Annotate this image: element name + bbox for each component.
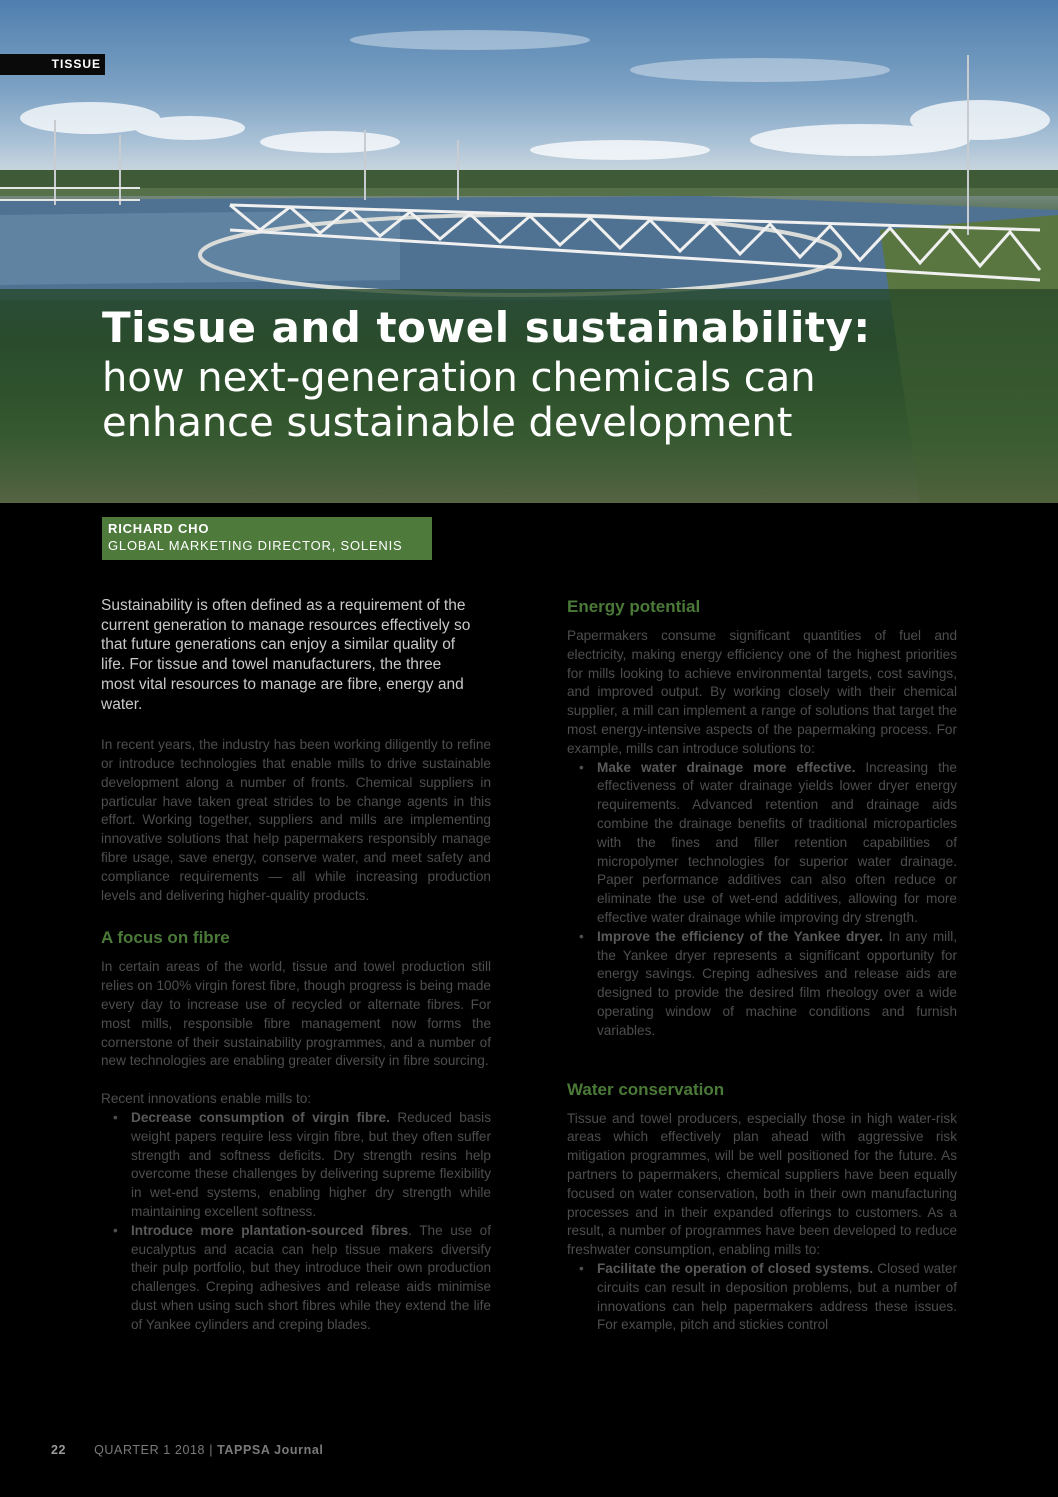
bullet-text: . The use of eucalyptus and acacia can help tissue makers diversify their pulp portfolio, but they introduce their own production challenges. Creping adhesives and release aids minimise dust when using such short fibres while they extend the life of Yankee cylinders and creping blades. bbox=[131, 1222, 492, 1332]
bullet-text: Closed water circuits can result in deposition problems, but a number of innovations can help papermakers address these issues. For example, pitch and stickies control bbox=[597, 1260, 958, 1333]
body-paragraph-recent-years: In recent years, the industry has been working diligently to refine or introduce technologies that enable mills to drive sustainable development along a number of fronts. Chemical suppliers in particular have taken great strides to be change agents in this effort. Working together, suppliers and mills are implementing innovative solutions that help papermakers responsibly manage fibre usage, save energy, conserve water, and meet safety and compliance requirements — all while increasing production levels and delivering higher-quality products. bbox=[101, 737, 491, 903]
bullet-text: Increasing the effectiveness of water drainage yields lower dryer energy requirements. Advanced retention and drainage aids combine the drainage benefits of traditional microparticles with the fines and filler retention capabilities of micropolymer technologies for superior water drainage. Paper performance additives can also often reduce or eliminate the use of wet-end additives, allowing for more effective water drainage while improving dry strength. bbox=[597, 759, 957, 925]
body-paragraph-energy: Papermakers consume significant quantities of fuel and electricity, making energy efficiency one of the highest priorities for mills looking to achieve environmental targets, cost savings, and improved output. By working closely with their chemical supplier, a mill can implement a range of solutions that target the most energy-intensive aspects of the papermaking process. For example, mills can introduce solutions to: bbox=[567, 628, 957, 756]
journal-name: TAPPSA Journal bbox=[217, 1443, 324, 1457]
bullet-icon: • bbox=[113, 1222, 118, 1238]
water-bullet-list bbox=[567, 1260, 957, 1335]
left-column bbox=[101, 596, 491, 1335]
list-item bbox=[567, 1260, 957, 1335]
section-tag: TISSUE bbox=[0, 54, 105, 75]
page-footer bbox=[51, 1443, 323, 1459]
author-role: GLOBAL MARKETING DIRECTOR, SOLENIS bbox=[108, 538, 403, 553]
author-box bbox=[102, 517, 432, 560]
energy-bullet-list bbox=[567, 759, 957, 1041]
list-item bbox=[567, 928, 957, 1041]
bullet-lead: Make water drainage more effective. bbox=[597, 759, 856, 775]
article-title: Tissue and towel sustainability: bbox=[102, 303, 871, 352]
bullet-lead: Decrease consumption of virgin fibre. bbox=[131, 1109, 390, 1125]
bullet-lead: Introduce more plantation-sourced fibres bbox=[131, 1222, 409, 1238]
article-subtitle: how next-generation chemicals can enhance sustainable development bbox=[102, 355, 816, 446]
body-paragraph-water: Tissue and towel producers, especially those in high water-risk areas which effectively plan ahead with aggressive risk mitigation programmes, will be well positioned for the future. As partners to papermakers, chemical suppliers have been equally focused on water conservation, both in their own manufacturing processes and in their expanded offerings to customers. As a result, a number of programmes have been developed to reduce freshwater consumption, enabling mills to: bbox=[567, 1110, 957, 1258]
fibre-bullet-list bbox=[101, 1109, 491, 1335]
innovations-intro: Recent innovations enable mills to: bbox=[101, 1091, 312, 1107]
body-paragraph-fibre: In certain areas of the world, tissue and towel production still relies on 100% virgin forest fibre, though progress is being made every day to increase use of recycled or alternate fibres. For most mills, responsible fibre management now forms the cornerstone of their sustainability programmes, and a number of new technologies are enabling greater diversity in fibre sourcing. bbox=[101, 959, 491, 1069]
section-heading-energy: Energy potential bbox=[567, 597, 701, 616]
list-item bbox=[101, 1222, 491, 1335]
section-heading-fibre: A focus on fibre bbox=[101, 928, 230, 948]
author-name: RICHARD CHO bbox=[108, 521, 210, 536]
bullet-icon: • bbox=[579, 928, 584, 944]
bullet-icon: • bbox=[579, 759, 584, 775]
bullet-text: Reduced basis weight papers require less virgin fibre, but they often suffer strength and softness deficits. Dry strength resins help overcome these challenges by delivering supreme flexibility in wet-end systems, enabling higher dry strength while maintaining excellent softness. bbox=[131, 1109, 491, 1219]
bullet-lead: Facilitate the operation of closed systems. bbox=[597, 1260, 874, 1276]
bullet-text: In any mill, the Yankee dryer represents a significant opportunity for energy savings. Creping adhesives and release aids are designed to provide the desired film rheology over a wide operating window of machine conditions and furnish variables. bbox=[597, 928, 958, 1038]
bullet-lead: Improve the efficiency of the Yankee dryer. bbox=[597, 928, 884, 944]
bullet-icon: • bbox=[113, 1109, 118, 1125]
bullet-icon: • bbox=[579, 1260, 584, 1276]
right-column bbox=[567, 596, 957, 1335]
footer-separator: | bbox=[209, 1443, 214, 1457]
intro-paragraph: Sustainability is often defined as a requirement of the current generation to manage resources effectively so that future generations can enjoy a similar quality of life. For tissue and towel manufacturers, the three most vital resources to manage are fibre, energy and water. bbox=[101, 597, 471, 713]
page-number: 22 bbox=[51, 1443, 67, 1457]
issue-label: QUARTER 1 2018 bbox=[94, 1443, 206, 1457]
section-heading-water: Water conservation bbox=[567, 1079, 725, 1099]
list-item bbox=[567, 759, 957, 928]
list-item bbox=[101, 1109, 491, 1222]
